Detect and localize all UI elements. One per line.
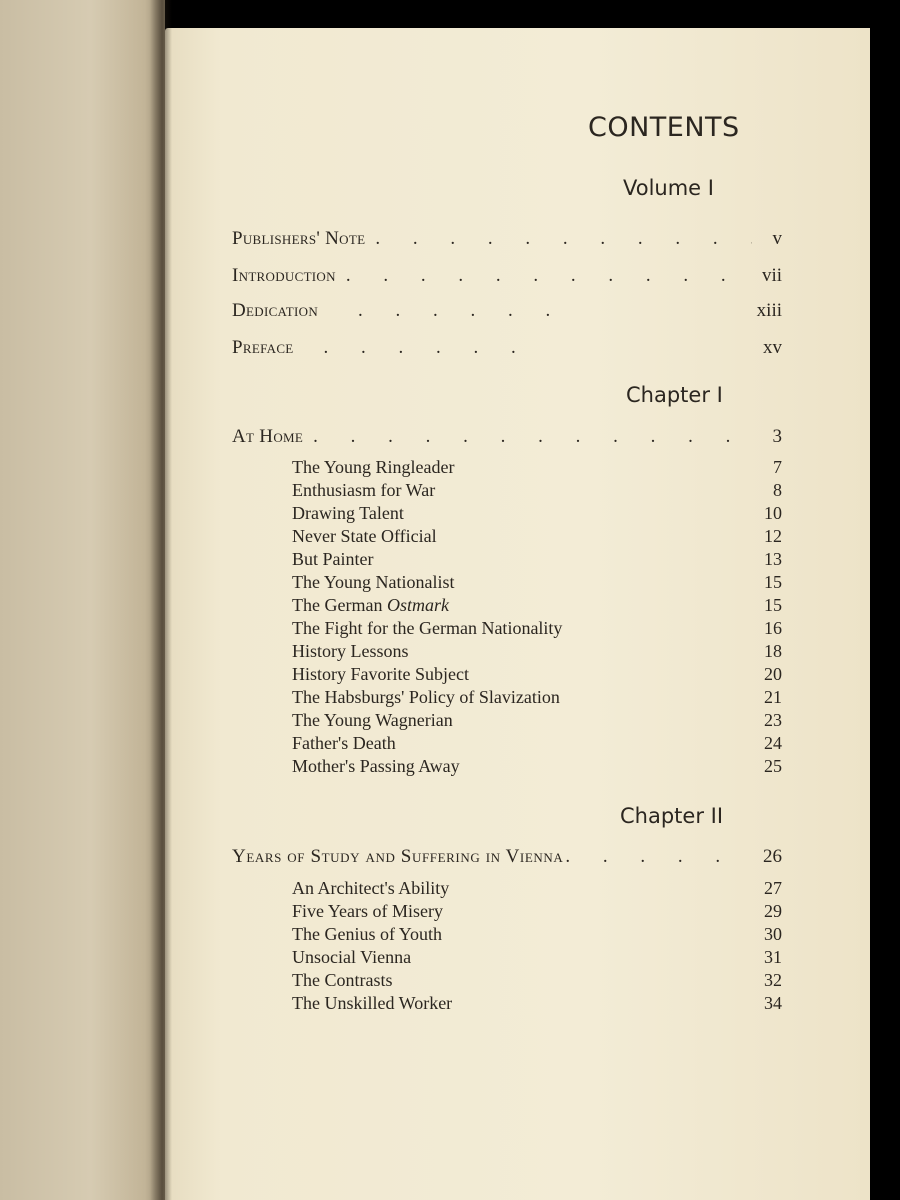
- toc-entry-chapter2: [232, 846, 782, 868]
- toc-entry-introduction: [232, 265, 782, 287]
- toc-section-page: 30: [764, 924, 782, 944]
- toc-entry-dedication: [232, 300, 782, 322]
- toc-section-label: The Genius of Youth: [292, 924, 443, 944]
- toc-section-page: 20: [764, 664, 782, 684]
- toc-section-page: 7: [773, 457, 782, 477]
- toc-section-page: 34: [764, 993, 782, 1013]
- toc-section-page: 24: [764, 733, 782, 753]
- toc-entry-label: Preface: [232, 337, 294, 358]
- toc-section-label: Mother's Passing Away: [292, 756, 460, 776]
- toc-entry-page: xiii: [756, 300, 783, 321]
- dot-leader: [303, 426, 752, 448]
- toc-section-page: 10: [764, 503, 782, 523]
- toc-section-label: The Unskilled Worker: [292, 993, 453, 1013]
- toc-section-page: 29: [764, 901, 782, 921]
- toc-entry-page: xv: [763, 337, 783, 358]
- toc-section: [292, 457, 782, 478]
- toc-section-label: Five Years of Misery: [292, 901, 443, 921]
- toc-section-page: 23: [764, 710, 782, 730]
- toc-section-page: 31: [764, 947, 782, 967]
- toc-section: [292, 710, 782, 731]
- page-title: CONTENTS: [588, 112, 740, 143]
- toc-section-label: Enthusiasm for War: [292, 480, 436, 500]
- toc-entry-page: 26: [763, 846, 782, 867]
- toc-section-label: History Favorite Subject: [292, 664, 469, 684]
- toc-entry-label: At Home: [232, 426, 304, 447]
- left-page: [0, 0, 165, 1200]
- toc-entry-page: 3: [772, 426, 782, 447]
- toc-entry-preface: [232, 337, 782, 359]
- toc-section-label: Drawing Talent: [292, 503, 404, 523]
- toc-section-page: 27: [764, 878, 782, 898]
- toc-section: [292, 687, 782, 708]
- toc-section: [292, 618, 782, 639]
- toc-section: [292, 641, 782, 662]
- toc-section: [292, 878, 782, 899]
- toc-section-label: The Habsburgs' Policy of Slavization: [292, 687, 560, 707]
- toc-entry-label: Introduction: [232, 265, 336, 286]
- toc-section-page: 21: [764, 687, 782, 707]
- toc-section: [292, 480, 782, 501]
- dot-leader: [563, 846, 752, 868]
- chapter2-heading: Chapter II: [620, 804, 724, 828]
- toc-entry-page: v: [772, 228, 782, 249]
- toc-entry-publishers-note: [232, 228, 782, 250]
- toc-entry-chapter1: [232, 426, 782, 448]
- toc-section: [292, 549, 782, 570]
- toc-section-label: Unsocial Vienna: [292, 947, 412, 967]
- book-gutter: [150, 0, 172, 1200]
- toc-entry-page: vii: [761, 265, 782, 286]
- toc-section: [292, 993, 782, 1014]
- dot-leader: [318, 300, 555, 322]
- toc-section: [292, 924, 782, 945]
- toc-section: [292, 970, 782, 991]
- toc-section: [292, 503, 782, 524]
- toc-section-page: 13: [764, 549, 782, 569]
- toc-section: [292, 595, 782, 616]
- toc-section-page: 25: [764, 756, 782, 776]
- toc-section: [292, 947, 782, 968]
- toc-section-label: The Young Ringleader: [292, 457, 455, 477]
- toc-entry-label: Publishers' Note: [232, 228, 366, 249]
- toc-section-label: The Fight for the German Nationality: [292, 618, 563, 638]
- toc-section-page: 15: [764, 595, 782, 615]
- toc-section-page: 8: [773, 480, 782, 500]
- toc-section-label: The Young Nationalist: [292, 572, 455, 592]
- toc-section-label: The German Ostmark: [292, 595, 449, 615]
- toc-section-label: Father's Death: [292, 733, 396, 753]
- toc-section: [292, 526, 782, 547]
- toc-section-page: 32: [764, 970, 782, 990]
- dot-leader: [294, 337, 538, 359]
- toc-section-label: The Contrasts: [292, 970, 393, 990]
- toc-section-label: The Young Wagnerian: [292, 710, 453, 730]
- toc-section: [292, 901, 782, 922]
- dot-leader: [336, 265, 752, 287]
- toc-section-page: 15: [764, 572, 782, 592]
- toc-section-page: 18: [764, 641, 782, 661]
- toc-section: [292, 756, 782, 777]
- toc-section-page: 16: [764, 618, 782, 638]
- toc-section-label: An Architect's Ability: [292, 878, 450, 898]
- toc-section-page: 12: [764, 526, 782, 546]
- toc-section: [292, 572, 782, 593]
- toc-section-label: But Painter: [292, 549, 374, 569]
- toc-section: [292, 664, 782, 685]
- dot-leader: [365, 228, 752, 250]
- chapter1-heading: Chapter I: [626, 383, 723, 407]
- volume-heading: Volume I: [623, 176, 714, 200]
- toc-section-label: Never State Official: [292, 526, 437, 546]
- toc-section-label: History Lessons: [292, 641, 409, 661]
- toc-section: [292, 733, 782, 754]
- toc-entry-label: Dedication: [232, 300, 319, 321]
- toc-entry-label: Years of Study and Suffering in Vienna: [232, 846, 564, 867]
